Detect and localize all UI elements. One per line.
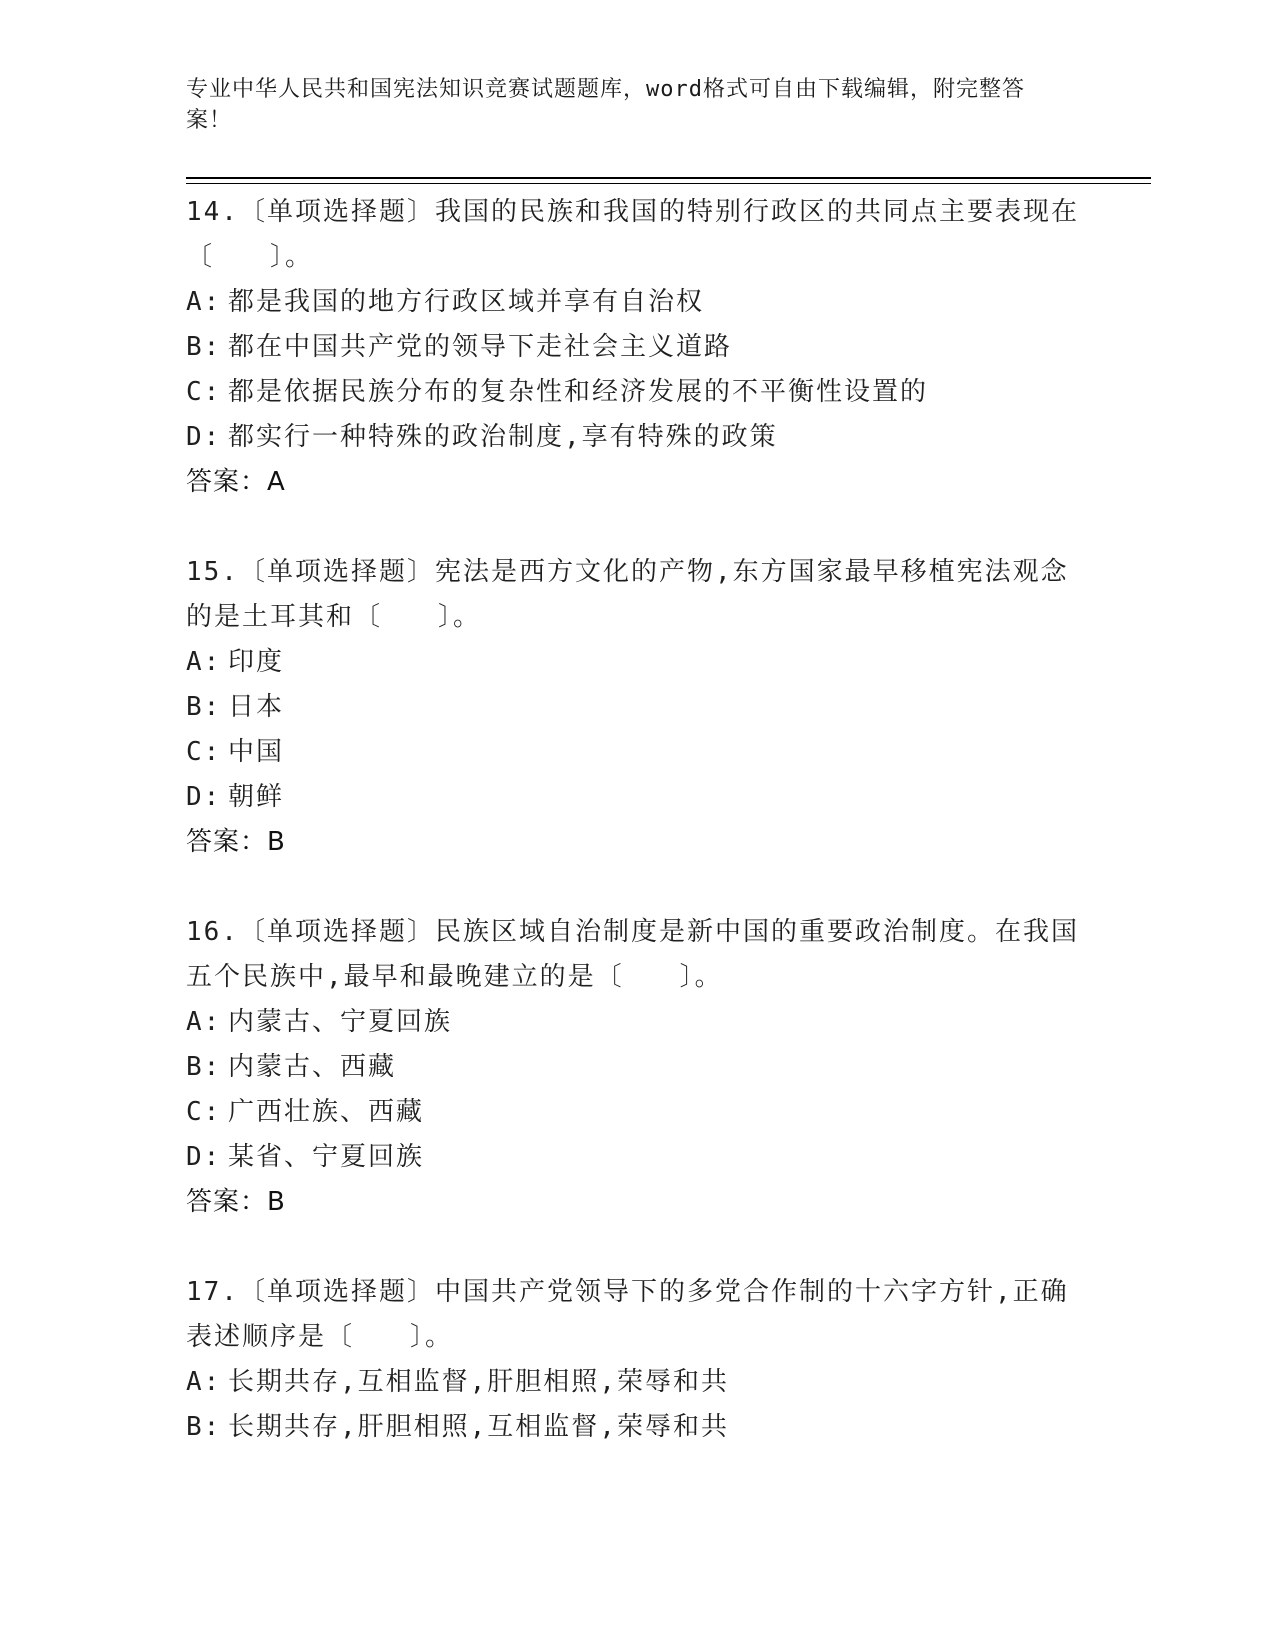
option-b bbox=[186, 325, 1086, 370]
option-text: 某省、宁夏回族 bbox=[228, 1142, 425, 1172]
option-key: C: bbox=[186, 737, 222, 767]
question-stem: 16.〔单项选择题〕民族区域自治制度是新中国的重要政治制度。在我国五个民族中,最早和最晚建立的是〔 〕。 bbox=[186, 917, 1079, 992]
option-text: 都实行一种特殊的政治制度,享有特殊的政策 bbox=[228, 422, 778, 452]
option-key: B: bbox=[186, 1052, 222, 1082]
option-text: 都是依据民族分布的复杂性和经济发展的不平衡性设置的 bbox=[228, 377, 929, 407]
option-key: C: bbox=[186, 1097, 222, 1127]
question-item bbox=[186, 550, 1086, 865]
option-text: 印度 bbox=[228, 647, 285, 677]
question-item bbox=[186, 190, 1086, 505]
option-key: B: bbox=[186, 692, 222, 722]
option-text: 中国 bbox=[228, 737, 285, 767]
option-d bbox=[186, 415, 1086, 460]
option-key: A: bbox=[186, 647, 222, 677]
question-stem: 15.〔单项选择题〕宪法是西方文化的产物,东方国家最早移植宪法观念的是土耳其和〔 〕。 bbox=[186, 557, 1069, 632]
option-key: D: bbox=[186, 782, 222, 812]
option-c bbox=[186, 730, 1086, 775]
option-key: A: bbox=[186, 287, 222, 317]
option-key: D: bbox=[186, 422, 222, 452]
option-a bbox=[186, 1360, 1086, 1405]
option-text: 朝鲜 bbox=[228, 782, 285, 812]
option-key: C: bbox=[186, 377, 222, 407]
option-text: 内蒙古、宁夏回族 bbox=[228, 1007, 453, 1037]
answer-line: 答案：B bbox=[186, 827, 286, 857]
answer-line: 答案：B bbox=[186, 1187, 286, 1217]
document-header: 专业中华人民共和国宪法知识竞赛试题题库，word格式可自由下载编辑，附完整答案！ bbox=[186, 77, 1025, 133]
header-divider-thin bbox=[186, 183, 1151, 184]
option-key: B: bbox=[186, 332, 222, 362]
question-item bbox=[186, 1270, 1086, 1450]
option-b bbox=[186, 685, 1086, 730]
option-d bbox=[186, 775, 1086, 820]
question-item bbox=[186, 910, 1086, 1225]
option-text: 长期共存,互相监督,肝胆相照,荣辱和共 bbox=[228, 1367, 729, 1397]
option-d bbox=[186, 1135, 1086, 1180]
answer-line: 答案：A bbox=[186, 467, 286, 497]
option-key: B: bbox=[186, 1412, 222, 1442]
question-stem: 14.〔单项选择题〕我国的民族和我国的特别行政区的共同点主要表现在〔 〕。 bbox=[186, 197, 1079, 272]
question-list bbox=[186, 190, 1086, 1495]
option-c bbox=[186, 370, 1086, 415]
option-a bbox=[186, 280, 1086, 325]
header-divider-thick bbox=[186, 177, 1151, 179]
option-text: 广西壮族、西藏 bbox=[228, 1097, 425, 1127]
option-b bbox=[186, 1405, 1086, 1450]
option-key: D: bbox=[186, 1142, 222, 1172]
option-b bbox=[186, 1045, 1086, 1090]
option-text: 都在中国共产党的领导下走社会主义道路 bbox=[228, 332, 733, 362]
option-key: A: bbox=[186, 1367, 222, 1397]
option-a bbox=[186, 1000, 1086, 1045]
question-stem: 17.〔单项选择题〕中国共产党领导下的多党合作制的十六字方针,正确表述顺序是〔 〕。 bbox=[186, 1277, 1069, 1352]
option-text: 都是我国的地方行政区域并享有自治权 bbox=[228, 287, 705, 317]
option-text: 内蒙古、西藏 bbox=[228, 1052, 397, 1082]
option-key: A: bbox=[186, 1007, 222, 1037]
option-a bbox=[186, 640, 1086, 685]
option-text: 日本 bbox=[228, 692, 285, 722]
option-c bbox=[186, 1090, 1086, 1135]
option-text: 长期共存,肝胆相照,互相监督,荣辱和共 bbox=[228, 1412, 729, 1442]
